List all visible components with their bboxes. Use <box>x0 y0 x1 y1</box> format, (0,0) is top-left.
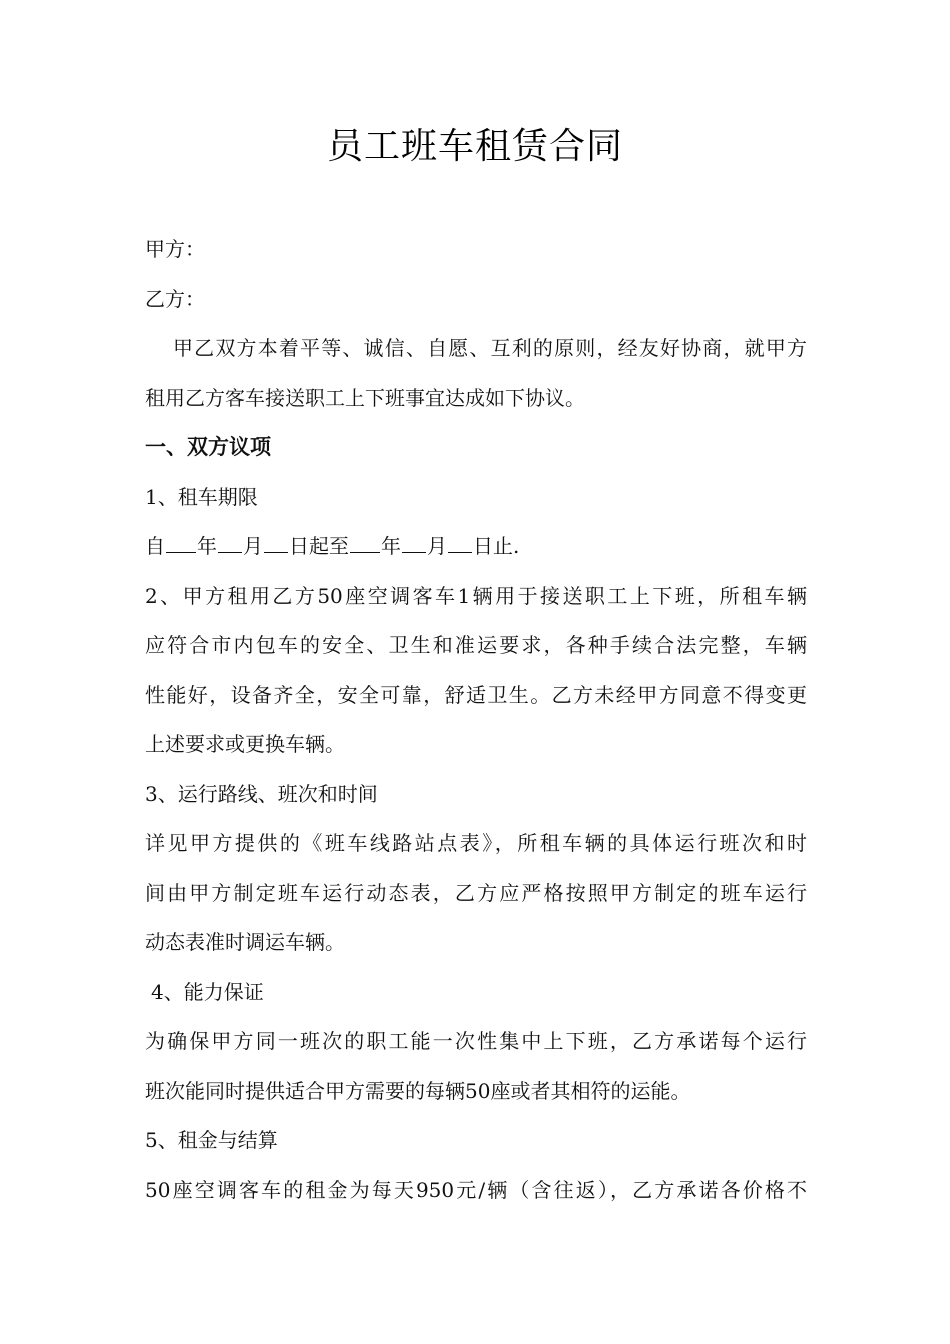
blank-end-month <box>402 532 426 553</box>
intro-line-2: 租用乙方客车接送职工上下班事宜达成如下协议。 <box>145 385 585 410</box>
item2-line-4: 上述要求或更换车辆。 <box>145 732 345 756</box>
period-year-text-2: 年 <box>381 534 401 558</box>
period-day-from-text: 日起至 <box>289 534 349 558</box>
item4-line-1: 为确保甲方同一班次的职工能一次性集中上下班，乙方承诺每个运行 <box>145 1029 807 1053</box>
period-month-text: 月 <box>243 534 263 558</box>
blank-start-year <box>166 532 196 553</box>
document-body <box>145 225 807 1215</box>
period-year-text: 年 <box>197 534 217 558</box>
item2-line-2: 应符合市内包车的安全、卫生和准运要求，各种手续合法完整，车辆 <box>145 633 807 657</box>
period-day-to-text: 日止. <box>473 534 520 558</box>
section-heading-mutual-terms: 一、双方议项 <box>145 435 271 459</box>
period-month-text-2: 月 <box>427 534 447 558</box>
item4-heading: 4、能力保证 <box>151 979 264 1004</box>
blank-start-month <box>218 532 242 553</box>
item5-heading: 5、租金与结算 <box>145 1128 278 1152</box>
item2-line-3: 性能好，设备齐全，安全可靠，舒适卫生。乙方未经甲方同意不得变更 <box>145 682 807 707</box>
party-b-label: 乙方： <box>145 286 205 311</box>
blank-end-year <box>350 532 380 553</box>
blank-end-day <box>448 532 472 553</box>
item2-line-1: 2、甲方租用乙方50座空调客车1辆用于接送职工上下班，所租车辆 <box>145 583 807 608</box>
item3-line-3: 动态表准时调运车辆。 <box>145 930 345 954</box>
document-title: 员工班车租赁合同 <box>326 126 623 167</box>
party-a-label: 甲方： <box>145 237 205 261</box>
period-from-text: 自 <box>145 534 165 558</box>
item3-line-2: 间由甲方制定班车运行动态表，乙方应严格按照甲方制定的班车运行 <box>145 880 807 905</box>
rental-period-line <box>145 522 807 572</box>
item5-line-1: 50座空调客车的租金为每天950元/辆（含往返），乙方承诺各价格不 <box>145 1177 807 1202</box>
item3-heading: 3、运行路线、班次和时间 <box>145 781 378 806</box>
intro-line-1: 甲乙双方本着平等、诚信、自愿、互利的原则，经友好协商，就甲方 <box>173 336 807 360</box>
item4-line-2: 班次能同时提供适合甲方需要的每辆50座或者其相符的运能。 <box>145 1078 691 1103</box>
item1-heading: 1、租车期限 <box>145 484 258 509</box>
item3-line-1: 详见甲方提供的《班车线路站点表》，所租车辆的具体运行班次和时 <box>145 831 807 855</box>
blank-start-day <box>264 532 288 553</box>
